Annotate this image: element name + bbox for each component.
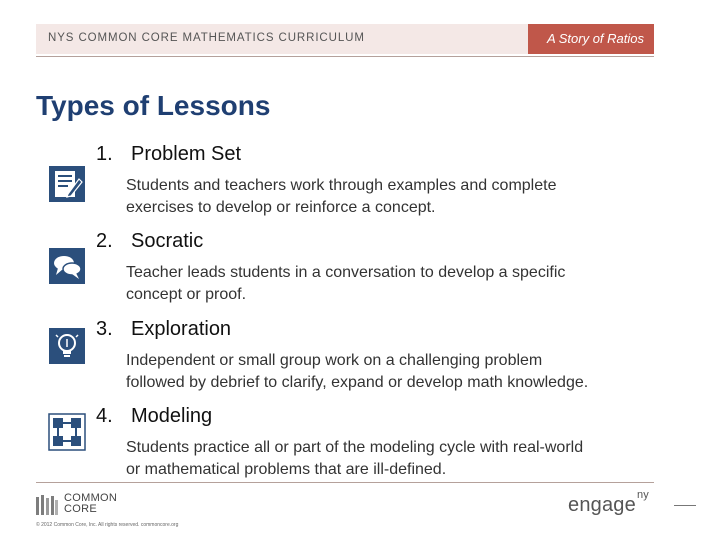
lesson-title-exploration: 3. Exploration — [96, 318, 232, 340]
lesson-desc-exploration: Independent or small group work on a challenging problem followed by debrief to clarify, expand or develop math knowledge. — [126, 352, 589, 391]
curriculum-label: NYS COMMON CORE MATHEMATICS CURRICULUM — [48, 32, 365, 44]
lightbulb-icon — [48, 327, 86, 365]
common-core-logo — [36, 492, 136, 518]
lesson-title-problem-set: 1. Problem Set — [96, 143, 242, 165]
footer-side-rule — [674, 505, 696, 506]
modeling-icon — [48, 413, 86, 451]
header-divider — [36, 56, 654, 57]
lesson-desc-socratic: Teacher leads students in a conversation to develop a specific concept or proof. — [126, 264, 566, 303]
page-title: Types of Lessons — [36, 90, 271, 121]
lesson-title-modeling: 4. Modeling — [96, 405, 213, 427]
engageny-logo: engage$^{ny}$ — [568, 489, 649, 516]
lesson-title-socratic: 2. Socratic — [96, 230, 204, 252]
discussion-icon — [48, 247, 86, 285]
module-label: A Story of Ratios — [528, 24, 654, 54]
lesson-desc-problem-set: Students and teachers work through examples and complete exercises to develop or reinforce a concept. — [126, 177, 557, 216]
common-core-logo-text: COMMON CORE — [64, 492, 118, 515]
copyright-notice: © 2012 Common Core, Inc. All rights reserved. commoncore.org — [36, 522, 179, 528]
header-banner — [36, 24, 654, 54]
problem-set-icon — [48, 165, 86, 203]
footer-divider — [36, 482, 654, 483]
common-core-bars-icon — [36, 495, 58, 515]
lesson-desc-modeling: Students practice all or part of the modeling cycle with real-world or mathematical problems that are ill-defined. — [126, 439, 584, 478]
